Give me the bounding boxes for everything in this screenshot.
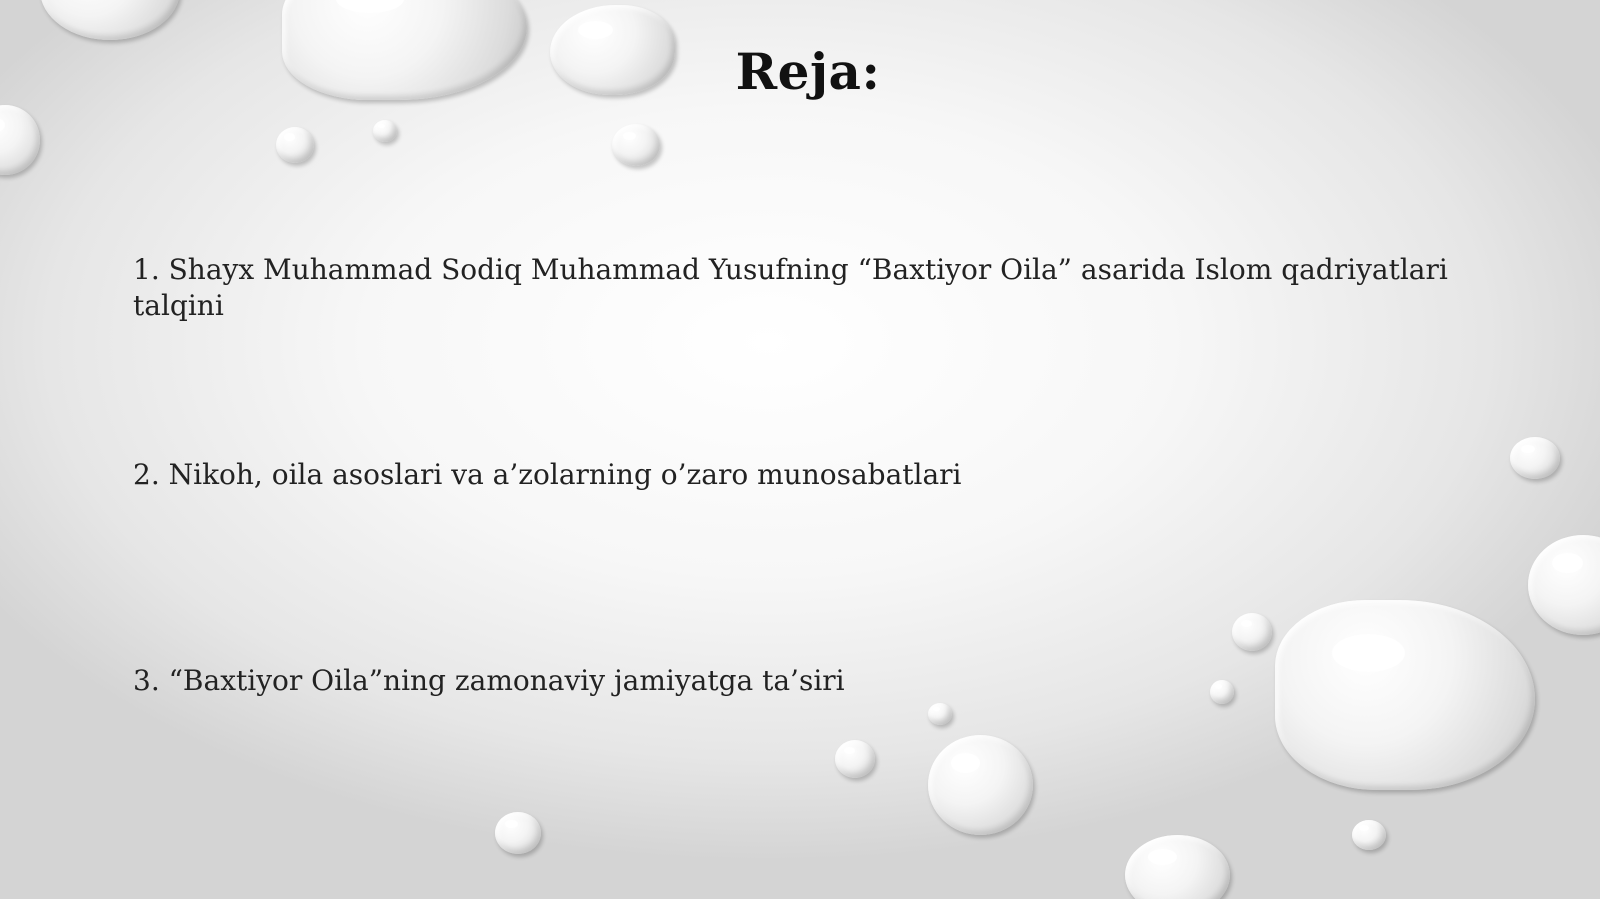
- water-drop-icon: [928, 735, 1033, 835]
- water-drop-icon: [40, 0, 180, 40]
- water-drop-icon: [373, 120, 397, 142]
- water-drop-icon: [612, 124, 660, 166]
- water-drop-icon: [1528, 535, 1600, 635]
- water-drop-icon: [1232, 613, 1272, 651]
- water-drop-icon: [1510, 437, 1560, 479]
- water-drop-icon: [1352, 820, 1386, 850]
- water-drop-icon: [0, 105, 40, 175]
- slide-title: Reja:: [735, 42, 881, 101]
- water-drop-icon: [928, 703, 952, 725]
- plan-item-2: 2. Nikoh, oila asoslari va a’zolarning o’zaro munosabatlari: [133, 458, 962, 491]
- water-drop-icon: [495, 812, 541, 854]
- plan-item-1: 1. Shayx Muhammad Sodiq Muhammad Yusufning “Baxtiyor Oila” asarida Islom qadriyatlari talqini: [133, 253, 1448, 322]
- water-drop-icon: [1125, 835, 1230, 899]
- water-drop-icon: [835, 740, 875, 778]
- water-drop-icon: [276, 127, 314, 163]
- plan-item-3: 3. “Baxtiyor Oila”ning zamonaviy jamiyatga ta’siri: [133, 664, 845, 697]
